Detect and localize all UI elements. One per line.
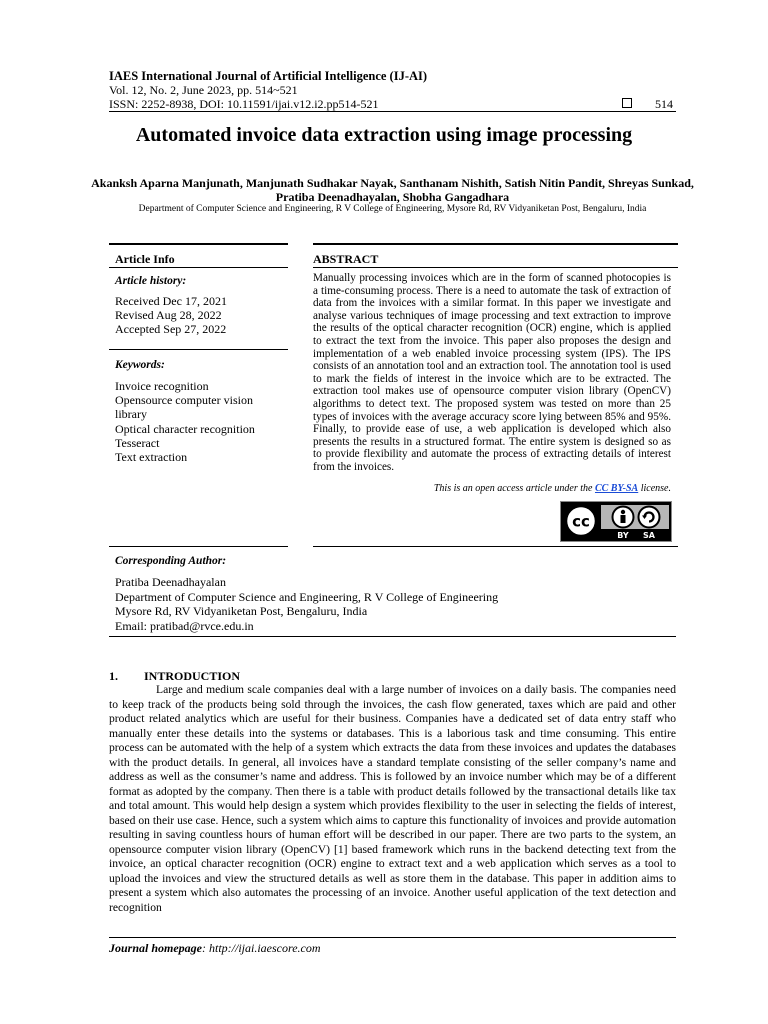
corresponding-author-label: Corresponding Author: — [115, 555, 227, 567]
keyword-item: Opensource computer vision — [115, 393, 253, 408]
article-info-bottom-rule — [109, 546, 288, 547]
journal-name: IAES International Journal of Artificial Intelligence (IJ-AI) — [109, 69, 428, 83]
corresponding-name: Pratiba Deenadhayalan — [115, 575, 226, 589]
history-received: Received Dec 17, 2021 — [115, 294, 227, 308]
corresponding-address: Mysore Rd, RV Vidyaniketan Post, Bengaluru, India — [115, 604, 368, 619]
by-badge-text: BY — [617, 531, 629, 540]
article-history-list — [115, 294, 227, 337]
keyword-item: Invoice recognition — [115, 379, 209, 393]
cc-by-sa-badge-icon[interactable] — [560, 501, 672, 542]
article-info-top-rule — [109, 243, 288, 245]
introduction-heading — [109, 669, 240, 684]
corresponding-author-block — [115, 575, 498, 633]
history-revised: Revised Aug 28, 2022 — [115, 308, 222, 323]
journal-homepage-label: Journal homepage — [109, 941, 203, 955]
keyword-item: Optical character recognition — [115, 421, 255, 436]
keyword-item: library — [115, 407, 147, 422]
corresponding-dept: Department of Computer Science and Engineering, R V College of Engineering — [115, 589, 499, 604]
article-info-heading: Article Info — [115, 252, 175, 266]
keyword-item: Tesseract — [115, 435, 160, 450]
keyword-item: Text extraction — [115, 450, 188, 465]
header-rule — [109, 111, 676, 112]
open-access-note — [313, 483, 671, 494]
section-title: INTRODUCTION — [144, 669, 241, 683]
abstract-heading: ABSTRACT — [313, 252, 379, 266]
paper-title: Automated invoice data extraction using image processing — [135, 124, 633, 146]
article-history-label: Article history: — [115, 275, 187, 287]
affiliation: Department of Computer Science and Engineering, R V College of Engineering, Mysore Rd, RV Vidyaniketan Post, Bengaluru, India — [138, 204, 647, 214]
square-bullet-icon — [622, 98, 632, 108]
author-list: Akanksh Aparna Manjunath, Manjunath Sudhakar Nayak, Santhanam Nishith, Satish Nitin Pandit, Shreyas Sunkad, Pratiba Deenadhayalan, Shobha Gangadhara — [91, 176, 694, 204]
page-number: 514 — [655, 97, 673, 111]
corresponding-bottom-rule — [109, 636, 676, 637]
issn-line: ISSN: 2252-8938, DOI: 10.11591/ijai.v12.i2.pp514-521 — [109, 97, 379, 111]
abstract-top-rule — [313, 243, 678, 245]
keywords-label: Keywords: — [115, 359, 165, 371]
abstract-rule — [313, 267, 678, 268]
corresponding-email[interactable]: Email: pratibad@rvce.edu.in — [115, 618, 254, 633]
cc-by-sa-link[interactable]: CC BY-SA — [594, 483, 639, 494]
history-accepted: Accepted Sep 27, 2022 — [115, 322, 227, 337]
cc-badge-text: cc — [572, 512, 590, 531]
journal-homepage — [109, 941, 321, 956]
sa-badge-text: SA — [643, 531, 655, 540]
section-number: 1. — [109, 669, 118, 683]
abstract-text: Manually processing invoices which are in the form of scanned photocopies is a time-consuming process. There is a need to automate the task of extraction of data from the invoices with a similar format. In this paper we investigate and analyse various techniques of image processing and text extraction to improve the results of the optical character recognition (OCR) engine, which is applied to extract the text from the invoice. This paper also proposes the design and implementation of a web enabled invoice processing system (IPS). The IPS consists of an annotation tool and an extraction tool. The annotation tool is used to mark the fields of interest in the invoice which are to be extracted. The extraction tool makes use of opensource computer vision library (OpenCV) algorithms to detect text. The proposed system was tested on more than 25 types of invoices with the average accuracy score lying between 85% and 95%. Finally, to provide ease of use, a web application is developed which also presents the results in a structured format. The entire system is designed so as to provide flexibility and automate the process of extracting details of interest from the invoices. — [313, 272, 671, 473]
license-prefix: This is an open access article under the — [433, 483, 595, 494]
article-info-rule — [109, 267, 288, 268]
keywords-list — [115, 379, 255, 464]
license-suffix: license. — [638, 483, 671, 494]
introduction-text: Large and medium scale companies deal with a large number of invoices on a daily basis. The companies need to keep track of the products being sold through the invoices, the cash flow generated, taxes which are paid and other product related analytics which are useful for their business. Companies have a dedicated set of data entry staff who manually enter these details into the systems or databases. This is a laborious task and time consuming. This entire process can be automated with the help of a system which extracts the data from these invoices and updates the databases with the product details. In general, all invoices have a standard template consisting of the seller company’s name and address as well as the consumer’s name and address. This is followed by an invoice number which may be of a different format as adopted by the company. Then there is a table with product details followed by the transactional details like tax and total amount. This would help design a system which provides flexibility to the user in selecting the fields of interest, based on their use case. Hence, such a system which aims to capture this functionality of invoices and provide automation resulting in saving countless hours of human effort will be described in our paper. There are two parts to the system, an opensource computer vision library (OpenCV) [1] based framework which runs in the backend detecting text from the invoice, an optical character recognition (OCR) engine to extract text and a web application which serves as a tool to upload the invoices and view the structured details as well as store them in the database. This paper in addition aims to present a system which also automates the processing of an invoice. Another useful application of the text detection and recognition — [109, 683, 676, 914]
keywords-rule — [109, 349, 288, 350]
volume-line: Vol. 12, No. 2, June 2023, pp. 514~521 — [109, 83, 298, 97]
abstract-bottom-rule — [313, 546, 678, 547]
journal-homepage-url[interactable]: : http://ijai.iaescore.com — [202, 941, 321, 955]
footer-rule — [109, 937, 676, 938]
